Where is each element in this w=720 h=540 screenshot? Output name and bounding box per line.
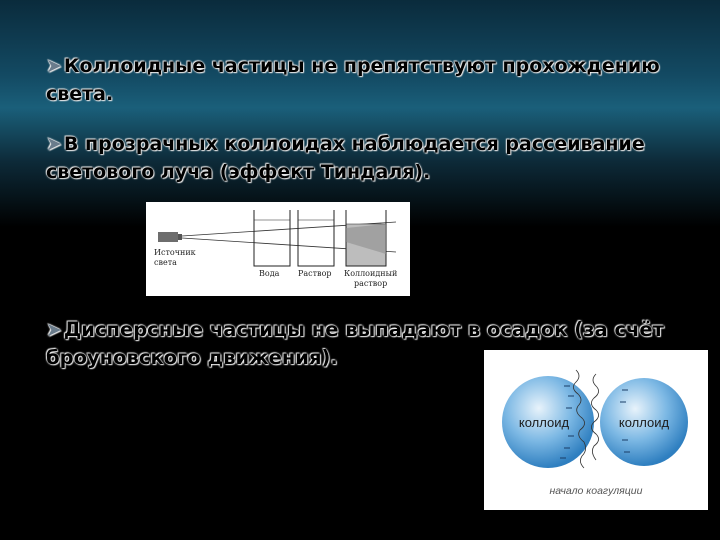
- arrow-icon: ➤: [46, 133, 62, 155]
- light-source-icon: [158, 232, 178, 242]
- source-label-line2: света: [154, 258, 177, 267]
- bullet-2: [46, 130, 666, 186]
- tyndall-diagram: [146, 202, 410, 296]
- colloid-label-line1: Коллоидный: [344, 269, 398, 278]
- coagulation-caption: начало коагуляции: [549, 485, 643, 497]
- light-source-lens-icon: [178, 234, 182, 240]
- arrow-icon: ➤: [46, 55, 62, 77]
- bullet-1-text: Коллоидные частицы не препятствуют прохождению света.: [46, 55, 660, 105]
- coagulation-diagram: [484, 350, 708, 510]
- colloid-label-line2: раствор: [354, 279, 388, 288]
- left-particle-label: коллоид: [518, 415, 570, 430]
- beaker-solution: [298, 210, 334, 266]
- beaker-colloid: [346, 210, 386, 266]
- bullet-2-text: В прозрачных коллоидах наблюдается рассеивание светового луча (эффект Тиндаля).: [46, 133, 645, 183]
- bullet-3-text: Дисперсные частицы не выпадают в осадок (за счёт броуновского движения).: [46, 318, 664, 369]
- solution-label: Раствор: [298, 269, 332, 278]
- source-label-line1: Источник: [154, 248, 196, 257]
- tyndall-effect-figure: [146, 202, 410, 296]
- right-particle-label: коллоид: [618, 415, 670, 430]
- bullet-1: [46, 52, 666, 108]
- arrow-icon: ➤: [46, 319, 62, 341]
- water-label: Вода: [259, 269, 280, 278]
- coagulation-figure: [484, 350, 708, 510]
- beaker-water: [254, 210, 290, 266]
